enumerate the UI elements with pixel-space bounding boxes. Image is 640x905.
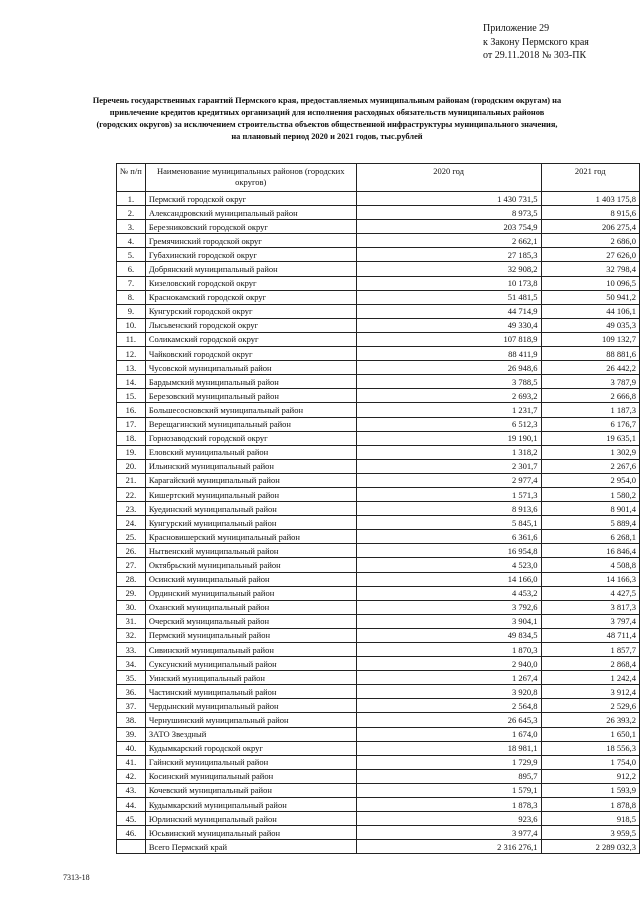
row-name: Верещагинский муниципальный район (145, 417, 356, 431)
table-row (117, 643, 640, 657)
row-number: 10. (117, 318, 146, 332)
row-number: 30. (117, 600, 146, 614)
row-value-2020: 4 523,0 (356, 558, 541, 572)
table-row (117, 361, 640, 375)
row-name: Александровский муниципальный район (145, 206, 356, 220)
row-value-2020: 8 913,6 (356, 502, 541, 516)
row-number: 21. (117, 473, 146, 487)
table-row (117, 403, 640, 417)
appendix-line-3: от 29.11.2018 № 303-ПК (483, 50, 587, 61)
row-value-2021: 1 593,9 (541, 783, 639, 797)
row-value-2021: 1 187,3 (541, 403, 639, 417)
row-number: 8. (117, 290, 146, 304)
row-value-2020: 1 231,7 (356, 403, 541, 417)
row-value-2021: 6 268,1 (541, 530, 639, 544)
table-row (117, 826, 640, 840)
row-value-2021: 2 954,0 (541, 473, 639, 487)
row-name: Кишертский муниципальный район (145, 487, 356, 501)
row-value-2021: 2 529,6 (541, 699, 639, 713)
row-name: Ординский муниципальный район (145, 586, 356, 600)
row-name: Куединский муниципальный район (145, 502, 356, 516)
row-name: Осинский муниципальный район (145, 572, 356, 586)
row-name: Кизеловский городской округ (145, 276, 356, 290)
row-number: 44. (117, 798, 146, 812)
row-value-2020: 3 977,4 (356, 826, 541, 840)
row-number: 32. (117, 628, 146, 642)
row-value-2021: 27 626,0 (541, 248, 639, 262)
row-value-2021: 2 267,6 (541, 459, 639, 473)
row-name: Гайнский муниципальный район (145, 755, 356, 769)
row-value-2021: 1 242,4 (541, 671, 639, 685)
appendix-line-2: к Закону Пермского края (483, 36, 589, 48)
row-value-2020: 2 940,0 (356, 657, 541, 671)
table-row (117, 206, 640, 220)
row-number: 2. (117, 206, 146, 220)
row-name: Очерский муниципальный район (145, 614, 356, 628)
row-value-2020: 1 571,3 (356, 487, 541, 501)
row-value-2020: 10 173,8 (356, 276, 541, 290)
row-value-2020: 1 674,0 (356, 727, 541, 741)
total-row (117, 840, 640, 854)
row-name: Кочевский муниципальный район (145, 783, 356, 797)
row-name: Косинский муниципальный район (145, 769, 356, 783)
row-name: Кунгурский муниципальный район (145, 516, 356, 530)
table-row (117, 713, 640, 727)
header-num: № п/п (117, 164, 146, 192)
row-value-2021: 5 889,4 (541, 516, 639, 530)
footer-code: 7313-18 (63, 873, 90, 882)
row-value-2020: 1 579,1 (356, 783, 541, 797)
row-value-2020: 1 267,4 (356, 671, 541, 685)
row-name: Ильинский муниципальный район (145, 459, 356, 473)
row-number: 43. (117, 783, 146, 797)
row-value-2020: 2 977,4 (356, 473, 541, 487)
row-number: 12. (117, 347, 146, 361)
row-value-2020: 44 714,9 (356, 304, 541, 318)
table-row (117, 262, 640, 276)
row-number: 36. (117, 685, 146, 699)
row-value-2020: 51 481,5 (356, 290, 541, 304)
row-number: 22. (117, 487, 146, 501)
row-value-2020: 19 190,1 (356, 431, 541, 445)
row-number: 40. (117, 741, 146, 755)
row-value-2021: 2 666,8 (541, 389, 639, 403)
row-value-2020: 6 512,3 (356, 417, 541, 431)
row-value-2021: 49 035,3 (541, 318, 639, 332)
row-name: Соликамский городской округ (145, 332, 356, 346)
row-value-2021: 2 868,4 (541, 657, 639, 671)
table-row (117, 304, 640, 318)
table-row (117, 234, 640, 248)
row-value-2021: 19 635,1 (541, 431, 639, 445)
row-name: Чердынский муниципальный район (145, 699, 356, 713)
table-row (117, 276, 640, 290)
row-value-2020: 6 361,6 (356, 530, 541, 544)
row-name: Добрянский муниципальный район (145, 262, 356, 276)
row-value-2021: 3 959,5 (541, 826, 639, 840)
row-name: Березовский муниципальный район (145, 389, 356, 403)
row-value-2020: 2 693,2 (356, 389, 541, 403)
table-row (117, 699, 640, 713)
row-name: Горнозаводский городской округ (145, 431, 356, 445)
row-number: 9. (117, 304, 146, 318)
row-number: 13. (117, 361, 146, 375)
row-name: Краснокамский городской округ (145, 290, 356, 304)
row-number: 1. (117, 192, 146, 206)
table-row (117, 516, 640, 530)
row-name: Пермский городской округ (145, 192, 356, 206)
row-name: Еловский муниципальный район (145, 445, 356, 459)
table-row (117, 657, 640, 671)
row-name: Чернушинский муниципальный район (145, 713, 356, 727)
appendix-block (483, 22, 589, 63)
table-row (117, 389, 640, 403)
total-number (117, 840, 146, 854)
row-name: Большесосновский муниципальный район (145, 403, 356, 417)
row-value-2020: 88 411,9 (356, 347, 541, 361)
row-value-2021: 1 302,9 (541, 445, 639, 459)
row-value-2021: 4 427,5 (541, 586, 639, 600)
row-value-2021: 6 176,7 (541, 417, 639, 431)
row-value-2020: 2 564,8 (356, 699, 541, 713)
row-name: Губахинский городской округ (145, 248, 356, 262)
row-number: 39. (117, 727, 146, 741)
row-value-2021: 26 393,2 (541, 713, 639, 727)
row-value-2021: 26 442,2 (541, 361, 639, 375)
row-value-2020: 3 904,1 (356, 614, 541, 628)
row-value-2020: 3 788,5 (356, 375, 541, 389)
row-name: Сивинский муниципальный район (145, 643, 356, 657)
row-value-2021: 1 878,8 (541, 798, 639, 812)
row-number: 15. (117, 389, 146, 403)
table-body (117, 192, 640, 854)
table-row (117, 544, 640, 558)
row-value-2020: 895,7 (356, 769, 541, 783)
row-value-2020: 32 908,2 (356, 262, 541, 276)
table-row (117, 192, 640, 206)
row-value-2020: 3 792,6 (356, 600, 541, 614)
table-header-row (117, 164, 640, 192)
row-number: 27. (117, 558, 146, 572)
row-value-2021: 44 106,1 (541, 304, 639, 318)
row-name: ЗАТО Звездный (145, 727, 356, 741)
table-row (117, 812, 640, 826)
row-value-2021: 1 857,7 (541, 643, 639, 657)
row-number: 17. (117, 417, 146, 431)
table-row (117, 502, 640, 516)
table-row (117, 332, 640, 346)
table-row (117, 487, 640, 501)
header-name: Наименование муниципальных районов (городских округов) (145, 164, 356, 192)
row-name: Частинский муниципальный район (145, 685, 356, 699)
row-value-2021: 1 754,0 (541, 755, 639, 769)
table-row (117, 459, 640, 473)
row-number: 42. (117, 769, 146, 783)
row-value-2021: 88 881,6 (541, 347, 639, 361)
table-row (117, 600, 640, 614)
row-number: 24. (117, 516, 146, 530)
row-number: 20. (117, 459, 146, 473)
table-row (117, 755, 640, 769)
row-value-2020: 107 818,9 (356, 332, 541, 346)
table-row (117, 685, 640, 699)
table-row (117, 375, 640, 389)
table-row (117, 586, 640, 600)
row-value-2020: 923,6 (356, 812, 541, 826)
row-value-2020: 26 645,3 (356, 713, 541, 727)
table-row (117, 783, 640, 797)
table-row (117, 417, 640, 431)
row-number: 37. (117, 699, 146, 713)
row-number: 38. (117, 713, 146, 727)
row-number: 26. (117, 544, 146, 558)
document-title: Перечень государственных гарантий Пермского края, предоставляемых муниципальным районам (городским округам) на привлечение кредитов кредитных организаций для исполнения расходных обязательств муниципальных районов (городских округов) за исключением строительства объектов общественной инфраструктуры муниципального значения, на плановый период 2020 и 2021 годов, тыс.рублей (92, 96, 562, 141)
row-number: 4. (117, 234, 146, 248)
row-name: Лысьвенский городской округ (145, 318, 356, 332)
row-value-2020: 14 166,0 (356, 572, 541, 586)
table-row (117, 290, 640, 304)
table-row (117, 727, 640, 741)
row-value-2020: 3 920,8 (356, 685, 541, 699)
table-row (117, 431, 640, 445)
table-row (117, 248, 640, 262)
row-name: Нытвенский муниципальный район (145, 544, 356, 558)
row-number: 14. (117, 375, 146, 389)
row-number: 25. (117, 530, 146, 544)
appendix-line-1: Приложение 29 (483, 23, 550, 34)
row-name: Чайковский городской округ (145, 347, 356, 361)
row-value-2020: 8 973,5 (356, 206, 541, 220)
row-name: Красновишерский муниципальный район (145, 530, 356, 544)
row-number: 46. (117, 826, 146, 840)
row-number: 34. (117, 657, 146, 671)
row-value-2020: 1 878,3 (356, 798, 541, 812)
row-number: 31. (117, 614, 146, 628)
row-name: Гремячинский городской округ (145, 234, 356, 248)
row-number: 11. (117, 332, 146, 346)
table-row (117, 530, 640, 544)
table-row (117, 614, 640, 628)
row-value-2021: 3 912,4 (541, 685, 639, 699)
row-value-2021: 1 403 175,8 (541, 192, 639, 206)
row-number: 23. (117, 502, 146, 516)
row-value-2021: 8 915,6 (541, 206, 639, 220)
table-row (117, 558, 640, 572)
row-value-2021: 50 941,2 (541, 290, 639, 304)
table-row (117, 769, 640, 783)
row-number: 28. (117, 572, 146, 586)
row-value-2021: 109 132,7 (541, 332, 639, 346)
guarantees-table (116, 163, 640, 854)
table-row (117, 347, 640, 361)
row-number: 19. (117, 445, 146, 459)
row-value-2020: 18 981,1 (356, 741, 541, 755)
row-value-2020: 1 729,9 (356, 755, 541, 769)
row-name: Бардымский муниципальный район (145, 375, 356, 389)
row-value-2020: 203 754,9 (356, 220, 541, 234)
table-row (117, 220, 640, 234)
row-value-2020: 16 954,8 (356, 544, 541, 558)
table-row (117, 473, 640, 487)
row-name: Юрлинский муниципальный район (145, 812, 356, 826)
row-value-2020: 1 870,3 (356, 643, 541, 657)
row-value-2020: 4 453,2 (356, 586, 541, 600)
row-value-2021: 8 901,4 (541, 502, 639, 516)
total-name: Всего Пермский край (145, 840, 356, 854)
row-value-2020: 26 948,6 (356, 361, 541, 375)
row-value-2020: 1 318,2 (356, 445, 541, 459)
row-name: Уинский муниципальный район (145, 671, 356, 685)
row-name: Кунгурский городской округ (145, 304, 356, 318)
row-value-2021: 2 686,0 (541, 234, 639, 248)
row-value-2021: 10 096,5 (541, 276, 639, 290)
row-name: Суксунский муниципальный район (145, 657, 356, 671)
row-name: Пермский муниципальный район (145, 628, 356, 642)
row-value-2020: 27 185,3 (356, 248, 541, 262)
header-2021: 2021 год (541, 164, 639, 192)
row-name: Юсьвинский муниципальный район (145, 826, 356, 840)
row-value-2021: 16 846,4 (541, 544, 639, 558)
header-2020: 2020 год (356, 164, 541, 192)
row-number: 33. (117, 643, 146, 657)
row-number: 41. (117, 755, 146, 769)
table-row (117, 798, 640, 812)
row-name: Кудымкарский городской округ (145, 741, 356, 755)
table-row (117, 628, 640, 642)
row-value-2021: 206 275,4 (541, 220, 639, 234)
row-value-2021: 48 711,4 (541, 628, 639, 642)
table-row (117, 445, 640, 459)
row-number: 5. (117, 248, 146, 262)
row-number: 3. (117, 220, 146, 234)
row-value-2021: 14 166,3 (541, 572, 639, 586)
row-name: Октябрьский муниципальный район (145, 558, 356, 572)
row-value-2020: 49 330,4 (356, 318, 541, 332)
row-number: 35. (117, 671, 146, 685)
row-name: Чусовской муниципальный район (145, 361, 356, 375)
row-number: 45. (117, 812, 146, 826)
table-row (117, 671, 640, 685)
row-value-2020: 5 845,1 (356, 516, 541, 530)
row-value-2021: 3 797,4 (541, 614, 639, 628)
row-number: 7. (117, 276, 146, 290)
row-value-2021: 1 650,1 (541, 727, 639, 741)
row-value-2021: 4 508,8 (541, 558, 639, 572)
row-value-2021: 18 556,3 (541, 741, 639, 755)
row-value-2020: 1 430 731,5 (356, 192, 541, 206)
table-row (117, 572, 640, 586)
table-row (117, 741, 640, 755)
row-number: 16. (117, 403, 146, 417)
table-row (117, 318, 640, 332)
row-value-2020: 2 662,1 (356, 234, 541, 248)
row-name: Березниковский городской округ (145, 220, 356, 234)
row-number: 29. (117, 586, 146, 600)
total-value-2021: 2 289 032,3 (541, 840, 639, 854)
row-value-2020: 2 301,7 (356, 459, 541, 473)
row-name: Кудымкарский муниципальный район (145, 798, 356, 812)
total-value-2020: 2 316 276,1 (356, 840, 541, 854)
row-value-2021: 32 798,4 (541, 262, 639, 276)
row-value-2021: 3 817,3 (541, 600, 639, 614)
row-value-2021: 912,2 (541, 769, 639, 783)
row-value-2020: 49 834,5 (356, 628, 541, 642)
row-number: 6. (117, 262, 146, 276)
row-value-2021: 3 787,9 (541, 375, 639, 389)
row-name: Оханский муниципальный район (145, 600, 356, 614)
row-name: Карагайский муниципальный район (145, 473, 356, 487)
row-value-2021: 1 580,2 (541, 487, 639, 501)
row-number: 18. (117, 431, 146, 445)
row-value-2021: 918,5 (541, 812, 639, 826)
